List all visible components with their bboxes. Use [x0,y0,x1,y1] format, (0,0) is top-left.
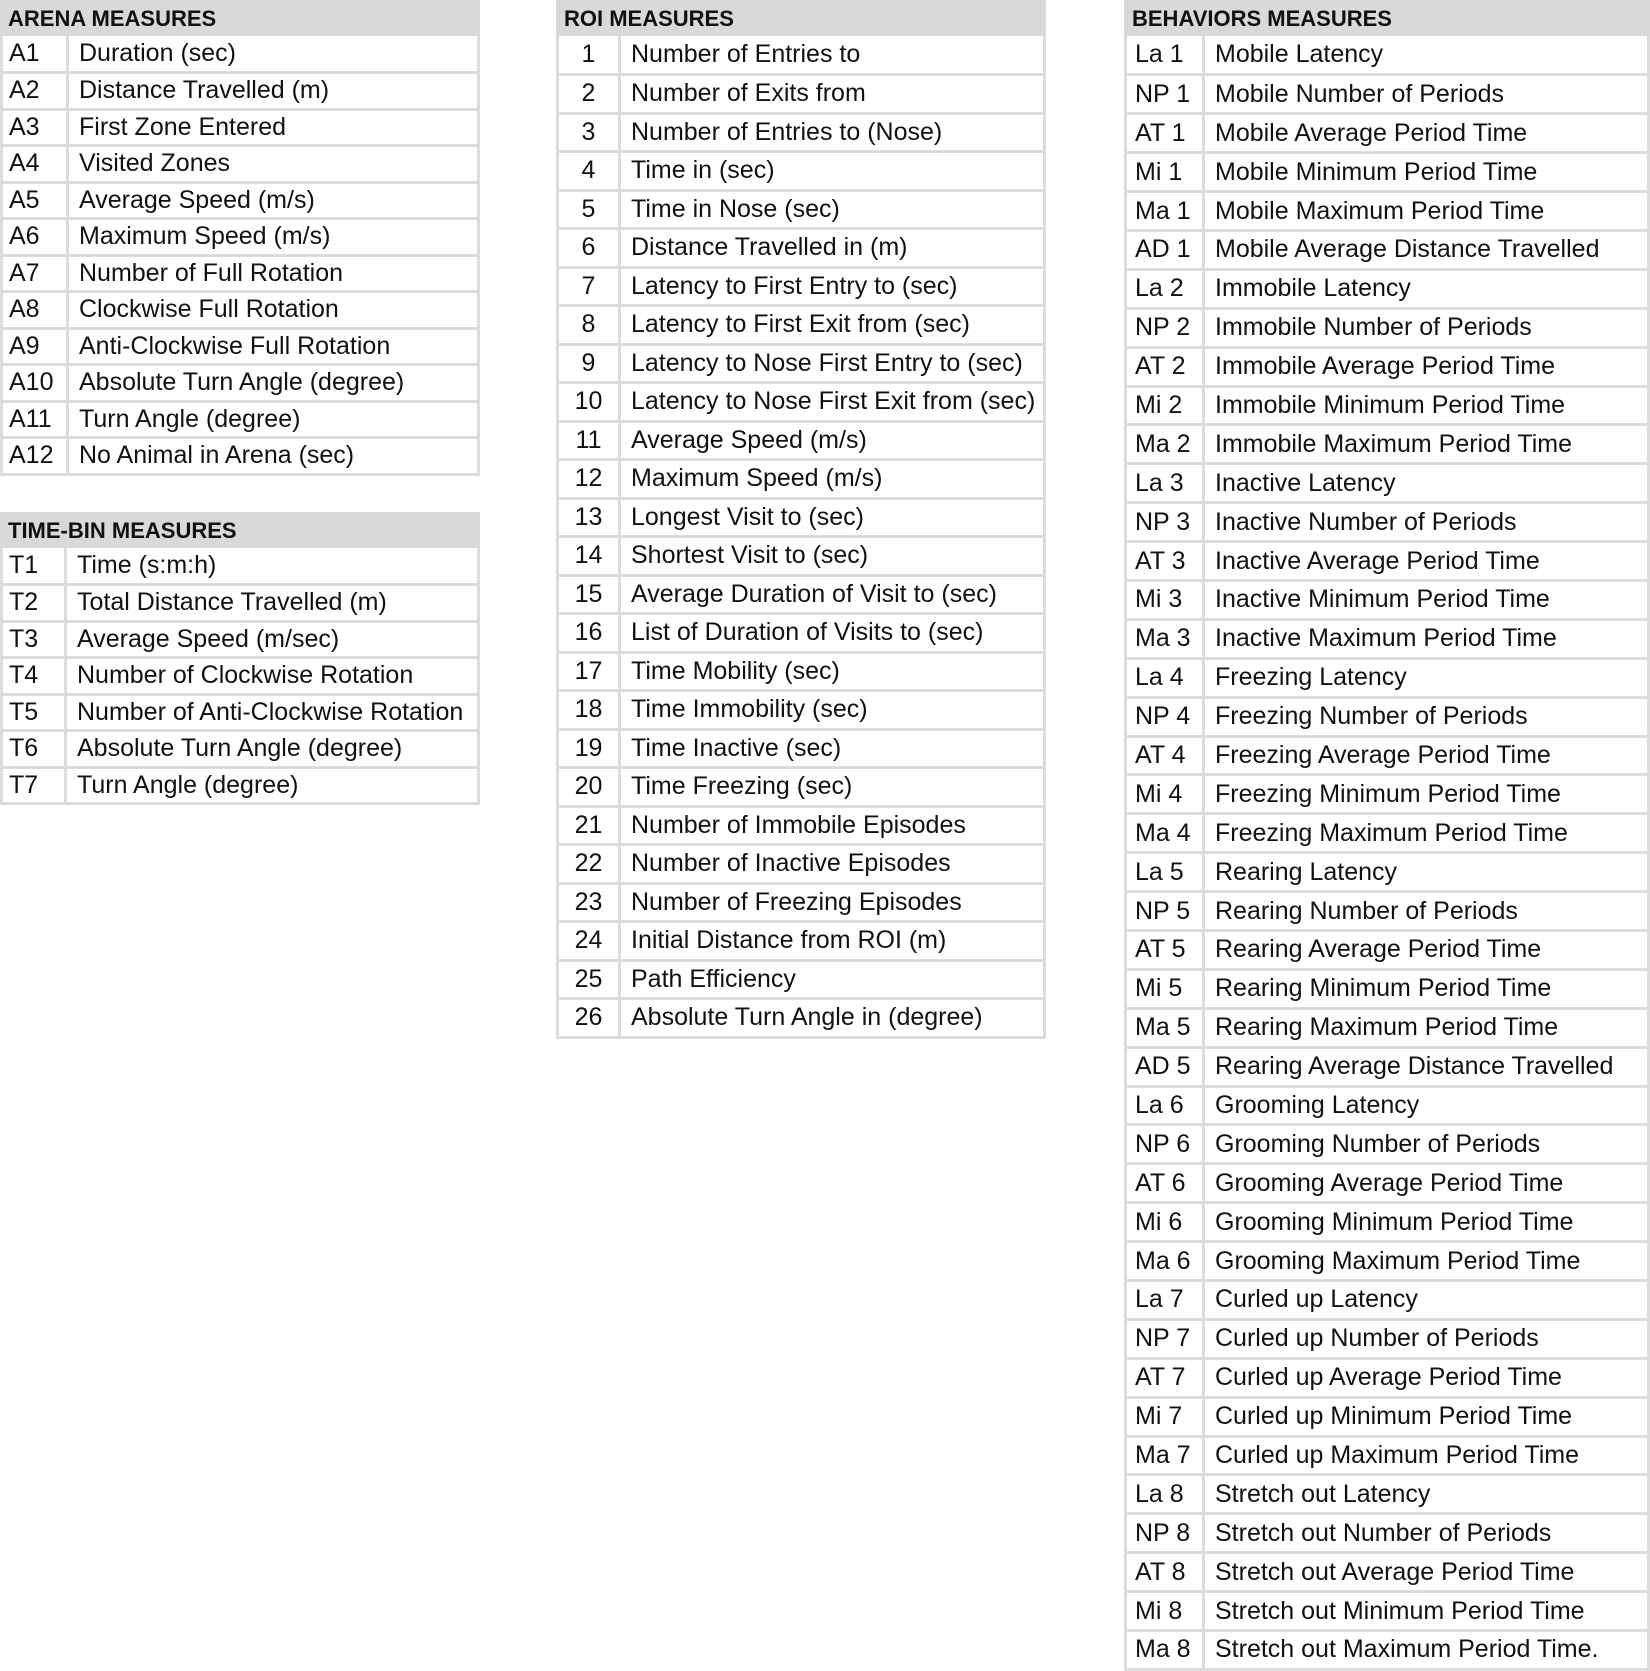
behaviors-code-cell: AT 2 [1126,347,1204,386]
roi-measures-grid [556,36,1046,1039]
behaviors-code-cell: Mi 2 [1126,386,1204,425]
roi-code-cell: 3 [558,113,620,152]
roi-row [558,691,1045,730]
roi-code-cell: 2 [558,75,620,114]
behaviors-row [1126,1514,1649,1553]
roi-row [558,344,1045,383]
roi-row [558,575,1045,614]
roi-measures-title: ROI MEASURES [556,0,1046,36]
behaviors-code-cell: AD 5 [1126,1047,1204,1086]
time-bin-measures-grid [0,548,480,805]
behaviors-label-cell: Stretch out Number of Periods [1204,1514,1649,1553]
timebin-row [2,585,479,622]
arena-row [2,219,479,256]
arena-label-cell: No Animal in Arena (sec) [68,438,479,475]
behaviors-code-cell: Mi 6 [1126,1203,1204,1242]
behaviors-label-cell: Mobile Average Period Time [1204,114,1649,153]
behaviors-label-cell: Rearing Maximum Period Time [1204,1008,1649,1047]
arena-label-cell: Average Speed (m/s) [68,182,479,219]
roi-row [558,113,1045,152]
behaviors-row [1126,814,1649,853]
behaviors-row [1126,36,1649,75]
roi-label-cell: Number of Exits from [620,75,1045,114]
behaviors-row [1126,580,1649,619]
timebin-row [2,767,479,804]
timebin-label-cell: Turn Angle (degree) [66,767,479,804]
behaviors-label-cell: Curled up Average Period Time [1204,1358,1649,1397]
timebin-code-cell: T5 [2,694,66,731]
behaviors-code-cell: NP 5 [1126,892,1204,931]
behaviors-code-cell: La 7 [1126,1281,1204,1320]
arena-label-cell: Duration (sec) [68,36,479,73]
arena-label-cell: First Zone Entered [68,109,479,146]
behaviors-label-cell: Curled up Latency [1204,1281,1649,1320]
behaviors-code-cell: AT 3 [1126,542,1204,581]
roi-label-cell: Number of Immobile Episodes [620,806,1045,845]
roi-row [558,190,1045,229]
timebin-row [2,694,479,731]
behaviors-code-cell: NP 6 [1126,1125,1204,1164]
roi-row [558,36,1045,75]
behaviors-row [1126,658,1649,697]
behaviors-row [1126,464,1649,503]
behaviors-label-cell: Grooming Minimum Period Time [1204,1203,1649,1242]
arena-code-cell: A7 [2,255,68,292]
behaviors-code-cell: Mi 3 [1126,580,1204,619]
roi-label-cell: Path Efficiency [620,960,1045,999]
behaviors-label-cell: Grooming Maximum Period Time [1204,1242,1649,1281]
behaviors-code-cell: La 6 [1126,1086,1204,1125]
behaviors-label-cell: Inactive Minimum Period Time [1204,580,1649,619]
behaviors-measures-grid [1124,36,1650,1671]
arena-measures-grid [0,36,480,476]
timebin-label-cell: Time (s:m:h) [66,548,479,585]
roi-code-cell: 14 [558,537,620,576]
roi-label-cell: Latency to First Entry to (sec) [620,267,1045,306]
behaviors-code-cell: AT 6 [1126,1164,1204,1203]
arena-code-cell: A3 [2,109,68,146]
timebin-label-cell: Average Speed (m/sec) [66,621,479,658]
roi-code-cell: 8 [558,306,620,345]
behaviors-code-cell: La 2 [1126,269,1204,308]
roi-row [558,999,1045,1038]
behaviors-row [1126,969,1649,1008]
behaviors-label-cell: Grooming Number of Periods [1204,1125,1649,1164]
roi-code-cell: 9 [558,344,620,383]
behaviors-code-cell: La 1 [1126,36,1204,75]
roi-code-cell: 25 [558,960,620,999]
arena-row [2,36,479,73]
roi-label-cell: Longest Visit to (sec) [620,498,1045,537]
roi-label-cell: Distance Travelled in (m) [620,229,1045,268]
arena-code-cell: A6 [2,219,68,256]
roi-row [558,729,1045,768]
roi-code-cell: 21 [558,806,620,845]
roi-row [558,768,1045,807]
arena-measures-title: ARENA MEASURES [0,0,480,36]
behaviors-label-cell: Immobile Minimum Period Time [1204,386,1649,425]
behaviors-label-cell: Rearing Number of Periods [1204,892,1649,931]
behaviors-code-cell: La 5 [1126,853,1204,892]
arena-code-cell: A11 [2,401,68,438]
timebin-row [2,621,479,658]
behaviors-row [1126,892,1649,931]
roi-code-cell: 17 [558,652,620,691]
behaviors-row [1126,1086,1649,1125]
roi-row [558,75,1045,114]
roi-code-cell: 19 [558,729,620,768]
roi-row [558,152,1045,191]
behaviors-label-cell: Mobile Maximum Period Time [1204,192,1649,231]
arena-label-cell: Anti-Clockwise Full Rotation [68,328,479,365]
roi-row [558,652,1045,691]
roi-code-cell: 12 [558,460,620,499]
roi-label-cell: Number of Entries to [620,36,1045,75]
behaviors-code-cell: Ma 2 [1126,425,1204,464]
behaviors-row [1126,192,1649,231]
behaviors-label-cell: Immobile Latency [1204,269,1649,308]
behaviors-row [1126,1631,1649,1670]
behaviors-label-cell: Immobile Average Period Time [1204,347,1649,386]
arena-row [2,182,479,219]
behaviors-label-cell: Inactive Latency [1204,464,1649,503]
behaviors-label-cell: Stretch out Minimum Period Time [1204,1592,1649,1631]
time-bin-measures-table [0,512,480,805]
behaviors-code-cell: Mi 4 [1126,775,1204,814]
timebin-code-cell: T2 [2,585,66,622]
behaviors-row [1126,1008,1649,1047]
behaviors-label-cell: Mobile Average Distance Travelled [1204,230,1649,269]
behaviors-measures-table [1124,0,1650,1671]
roi-code-cell: 20 [558,768,620,807]
behaviors-row [1126,1242,1649,1281]
behaviors-row [1126,1397,1649,1436]
timebin-code-cell: T7 [2,767,66,804]
roi-code-cell: 15 [558,575,620,614]
behaviors-row [1126,697,1649,736]
behaviors-code-cell: NP 3 [1126,503,1204,542]
timebin-label-cell: Number of Clockwise Rotation [66,658,479,695]
behaviors-code-cell: Ma 4 [1126,814,1204,853]
behaviors-row [1126,853,1649,892]
behaviors-row [1126,347,1649,386]
behaviors-row [1126,736,1649,775]
arena-code-cell: A9 [2,328,68,365]
behaviors-label-cell: Curled up Maximum Period Time [1204,1436,1649,1475]
roi-row [558,845,1045,884]
behaviors-code-cell: AT 4 [1126,736,1204,775]
behaviors-code-cell: Ma 5 [1126,1008,1204,1047]
behaviors-row [1126,1475,1649,1514]
roi-label-cell: Number of Freezing Episodes [620,883,1045,922]
arena-measures-table [0,0,480,476]
roi-label-cell: Absolute Turn Angle in (degree) [620,999,1045,1038]
behaviors-label-cell: Inactive Number of Periods [1204,503,1649,542]
timebin-code-cell: T4 [2,658,66,695]
behaviors-code-cell: Ma 3 [1126,619,1204,658]
timebin-code-cell: T1 [2,548,66,585]
behaviors-code-cell: Ma 1 [1126,192,1204,231]
roi-code-cell: 11 [558,421,620,460]
timebin-row [2,658,479,695]
behaviors-code-cell: AT 1 [1126,114,1204,153]
behaviors-label-cell: Freezing Average Period Time [1204,736,1649,775]
behaviors-label-cell: Stretch out Average Period Time [1204,1553,1649,1592]
arena-label-cell: Turn Angle (degree) [68,401,479,438]
roi-code-cell: 18 [558,691,620,730]
roi-label-cell: Time Immobility (sec) [620,691,1045,730]
roi-label-cell: Initial Distance from ROI (m) [620,922,1045,961]
timebin-label-cell: Number of Anti-Clockwise Rotation [66,694,479,731]
behaviors-measures-title: BEHAVIORS MEASURES [1124,0,1650,36]
arena-label-cell: Number of Full Rotation [68,255,479,292]
arena-code-cell: A8 [2,292,68,329]
roi-label-cell: List of Duration of Visits to (sec) [620,614,1045,653]
roi-label-cell: Latency to First Exit from (sec) [620,306,1045,345]
behaviors-label-cell: Mobile Latency [1204,36,1649,75]
behaviors-code-cell: AD 1 [1126,230,1204,269]
arena-code-cell: A2 [2,73,68,110]
arena-code-cell: A10 [2,365,68,402]
behaviors-label-cell: Grooming Average Period Time [1204,1164,1649,1203]
roi-row [558,922,1045,961]
behaviors-code-cell: AT 5 [1126,930,1204,969]
behaviors-code-cell: AT 8 [1126,1553,1204,1592]
roi-row [558,229,1045,268]
behaviors-label-cell: Immobile Maximum Period Time [1204,425,1649,464]
behaviors-code-cell: Mi 8 [1126,1592,1204,1631]
arena-code-cell: A4 [2,146,68,183]
roi-row [558,421,1045,460]
timebin-code-cell: T6 [2,731,66,768]
roi-code-cell: 1 [558,36,620,75]
behaviors-code-cell: La 3 [1126,464,1204,503]
behaviors-row [1126,503,1649,542]
behaviors-row [1126,1125,1649,1164]
behaviors-code-cell: NP 7 [1126,1319,1204,1358]
roi-label-cell: Time Mobility (sec) [620,652,1045,691]
roi-label-cell: Average Duration of Visit to (sec) [620,575,1045,614]
roi-row [558,267,1045,306]
arena-code-cell: A1 [2,36,68,73]
behaviors-code-cell: AT 7 [1126,1358,1204,1397]
arena-label-cell: Absolute Turn Angle (degree) [68,365,479,402]
behaviors-row [1126,269,1649,308]
roi-label-cell: Shortest Visit to (sec) [620,537,1045,576]
behaviors-label-cell: Inactive Maximum Period Time [1204,619,1649,658]
roi-row [558,960,1045,999]
behaviors-code-cell: La 4 [1126,658,1204,697]
behaviors-label-cell: Rearing Average Period Time [1204,930,1649,969]
arena-code-cell: A12 [2,438,68,475]
roi-row [558,460,1045,499]
behaviors-label-cell: Inactive Average Period Time [1204,542,1649,581]
behaviors-code-cell: NP 8 [1126,1514,1204,1553]
behaviors-code-cell: Ma 6 [1126,1242,1204,1281]
roi-label-cell: Number of Inactive Episodes [620,845,1045,884]
behaviors-label-cell: Curled up Minimum Period Time [1204,1397,1649,1436]
behaviors-code-cell: NP 4 [1126,697,1204,736]
roi-row [558,614,1045,653]
behaviors-label-cell: Stretch out Maximum Period Time. [1204,1631,1649,1670]
arena-row [2,109,479,146]
roi-code-cell: 13 [558,498,620,537]
roi-code-cell: 26 [558,999,620,1038]
roi-label-cell: Latency to Nose First Entry to (sec) [620,344,1045,383]
roi-code-cell: 16 [558,614,620,653]
roi-label-cell: Average Speed (m/s) [620,421,1045,460]
roi-label-cell: Time in (sec) [620,152,1045,191]
behaviors-label-cell: Rearing Latency [1204,853,1649,892]
timebin-row [2,548,479,585]
arena-row [2,365,479,402]
behaviors-label-cell: Freezing Latency [1204,658,1649,697]
behaviors-code-cell: Mi 5 [1126,969,1204,1008]
behaviors-label-cell: Stretch out Latency [1204,1475,1649,1514]
behaviors-row [1126,1553,1649,1592]
behaviors-row [1126,930,1649,969]
timebin-row [2,731,479,768]
roi-row [558,498,1045,537]
arena-row [2,438,479,475]
behaviors-row [1126,114,1649,153]
arena-label-cell: Clockwise Full Rotation [68,292,479,329]
roi-code-cell: 22 [558,845,620,884]
behaviors-code-cell: Mi 1 [1126,153,1204,192]
time-bin-measures-title: TIME-BIN MEASURES [0,512,480,548]
timebin-label-cell: Total Distance Travelled (m) [66,585,479,622]
roi-label-cell: Time Freezing (sec) [620,768,1045,807]
arena-code-cell: A5 [2,182,68,219]
roi-code-cell: 7 [558,267,620,306]
behaviors-row [1126,1592,1649,1631]
behaviors-row [1126,775,1649,814]
behaviors-code-cell: NP 2 [1126,308,1204,347]
roi-label-cell: Time in Nose (sec) [620,190,1045,229]
timebin-code-cell: T3 [2,621,66,658]
arena-row [2,328,479,365]
behaviors-row [1126,542,1649,581]
roi-code-cell: 23 [558,883,620,922]
behaviors-row [1126,153,1649,192]
behaviors-code-cell: Mi 7 [1126,1397,1204,1436]
roi-row [558,537,1045,576]
roi-label-cell: Latency to Nose First Exit from (sec) [620,383,1045,422]
roi-label-cell: Number of Entries to (Nose) [620,113,1045,152]
behaviors-label-cell: Rearing Minimum Period Time [1204,969,1649,1008]
behaviors-row [1126,1203,1649,1242]
behaviors-row [1126,1047,1649,1086]
behaviors-label-cell: Freezing Number of Periods [1204,697,1649,736]
arena-row [2,292,479,329]
behaviors-row [1126,386,1649,425]
behaviors-label-cell: Immobile Number of Periods [1204,308,1649,347]
behaviors-code-cell: Ma 7 [1126,1436,1204,1475]
roi-code-cell: 5 [558,190,620,229]
behaviors-code-cell: NP 1 [1126,75,1204,114]
behaviors-label-cell: Curled up Number of Periods [1204,1319,1649,1358]
roi-measures-table [556,0,1046,1039]
behaviors-row [1126,230,1649,269]
roi-label-cell: Maximum Speed (m/s) [620,460,1045,499]
roi-code-cell: 24 [558,922,620,961]
behaviors-label-cell: Mobile Number of Periods [1204,75,1649,114]
arena-label-cell: Maximum Speed (m/s) [68,219,479,256]
behaviors-row [1126,619,1649,658]
arena-row [2,146,479,183]
arena-row [2,401,479,438]
roi-code-cell: 10 [558,383,620,422]
behaviors-row [1126,1319,1649,1358]
behaviors-label-cell: Freezing Minimum Period Time [1204,775,1649,814]
arena-row [2,73,479,110]
behaviors-code-cell: Ma 8 [1126,1631,1204,1670]
roi-row [558,383,1045,422]
behaviors-label-cell: Grooming Latency [1204,1086,1649,1125]
behaviors-row [1126,1164,1649,1203]
roi-row [558,883,1045,922]
arena-label-cell: Visited Zones [68,146,479,183]
arena-row [2,255,479,292]
behaviors-row [1126,308,1649,347]
behaviors-code-cell: La 8 [1126,1475,1204,1514]
behaviors-row [1126,425,1649,464]
behaviors-row [1126,1358,1649,1397]
behaviors-label-cell: Rearing Average Distance Travelled [1204,1047,1649,1086]
behaviors-row [1126,1436,1649,1475]
arena-label-cell: Distance Travelled (m) [68,73,479,110]
roi-code-cell: 6 [558,229,620,268]
roi-row [558,806,1045,845]
behaviors-row [1126,75,1649,114]
behaviors-label-cell: Mobile Minimum Period Time [1204,153,1649,192]
roi-row [558,306,1045,345]
behaviors-row [1126,1281,1649,1320]
behaviors-label-cell: Freezing Maximum Period Time [1204,814,1649,853]
timebin-label-cell: Absolute Turn Angle (degree) [66,731,479,768]
roi-code-cell: 4 [558,152,620,191]
roi-label-cell: Time Inactive (sec) [620,729,1045,768]
